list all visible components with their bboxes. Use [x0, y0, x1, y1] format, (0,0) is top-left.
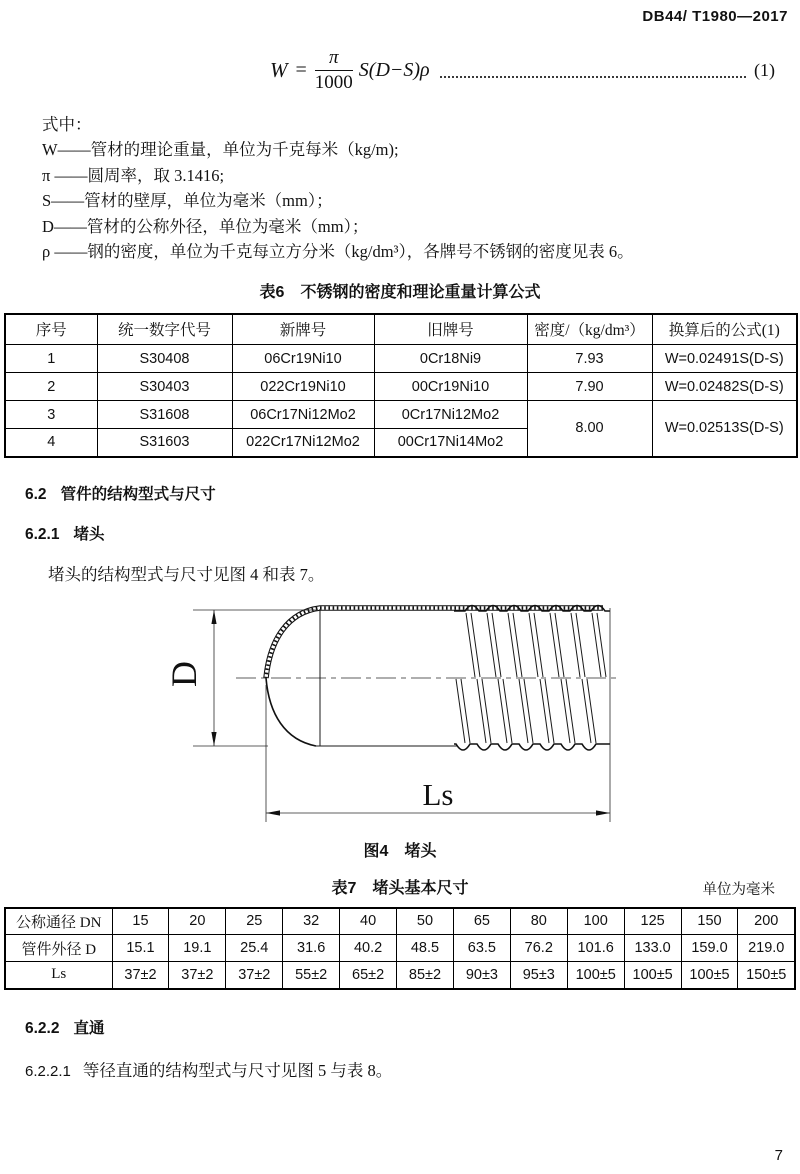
- wall-section-core: [266, 608, 603, 678]
- section-number: 6.2: [25, 485, 47, 503]
- table6-cell: S31603: [97, 429, 232, 457]
- table7-row-label: 管件外径 D: [5, 935, 112, 962]
- table6-cell-merged-density: 8.00: [527, 401, 652, 457]
- table7-cell: 100±5: [681, 962, 738, 989]
- table7-cell: 133.0: [624, 935, 681, 962]
- table7-cell: 50: [397, 908, 454, 935]
- table7-cell: 25: [226, 908, 283, 935]
- definition-rho: ρ ——钢的密度，单位为千克每立方分米（kg/dm³），各牌号不锈钢的密度见表 6。: [42, 242, 634, 261]
- table7-cell: 90±3: [453, 962, 510, 989]
- table6-cell: W=0.02482S(D-S): [652, 373, 797, 401]
- table7-cell: 100±5: [624, 962, 681, 989]
- table7-caption: 表7 堵头基本尺寸: [331, 879, 469, 897]
- table7-cell: 15.1: [112, 935, 169, 962]
- definition-d: D——管材的公称外径，单位为毫米（mm）；: [42, 216, 369, 236]
- definition-w: W——管材的理论重量，单位为千克每米（kg/m);: [42, 140, 399, 159]
- table7-cell: 200: [738, 908, 795, 935]
- corrugation-ribs-lower: [456, 679, 596, 743]
- table6-cell: 2: [5, 373, 97, 401]
- pipe-cap-technical-drawing: [148, 593, 668, 829]
- table7-cell: 63.5: [453, 935, 510, 962]
- dim-d-label: D: [164, 660, 204, 687]
- table7-cell: 65±2: [340, 962, 397, 989]
- formula-equals: =: [295, 58, 307, 81]
- dim-d-arrow-up: [211, 610, 216, 624]
- formula-lhs: W: [270, 57, 288, 82]
- corrugation-ribs-upper: [466, 613, 606, 677]
- table7-cell: 31.6: [283, 935, 340, 962]
- table7-row-label: 公称通径 DN: [5, 908, 112, 935]
- table7-cell: 19.1: [169, 935, 226, 962]
- table6-header-row: [5, 314, 797, 345]
- section-title: 管件的结构型式与尺寸: [60, 485, 216, 503]
- wall-hatching: [266, 608, 603, 678]
- table7-cell: 32: [283, 908, 340, 935]
- definitions-intro: 式中：: [42, 115, 92, 134]
- table6-cell: 022Cr19Ni10: [232, 373, 374, 401]
- table7-cell: 25.4: [226, 935, 283, 962]
- table7-cell: 65: [453, 908, 510, 935]
- section-6-2-2-heading: [25, 1016, 800, 1038]
- table7-cell: 76.2: [510, 935, 567, 962]
- cap-dome-outline: [266, 678, 316, 746]
- definition-pi: π ——圆周率，取 3.1416;: [42, 165, 225, 185]
- table6-cell: 0Cr18Ni9: [374, 345, 527, 373]
- wall-section-band: [266, 608, 603, 678]
- section-6-2-1-paragraph: 堵头的结构型式与尺寸见图 4 和表 7。: [48, 564, 325, 584]
- dim-ls-label: Ls: [422, 776, 454, 812]
- table6-cell: S30408: [97, 345, 232, 373]
- table7-cell: 40: [340, 908, 397, 935]
- table-row: [5, 373, 797, 401]
- table7-cell: 100: [567, 908, 624, 935]
- section-6-2-heading: [25, 482, 800, 504]
- table7-cell: 37±2: [169, 962, 226, 989]
- unit-note: 单位为毫米: [702, 881, 775, 898]
- section-title: 直通: [73, 1019, 105, 1037]
- figure-4-drawing: [148, 593, 800, 834]
- symbol-definitions: [42, 137, 800, 265]
- table-7-dimensions: [4, 907, 796, 990]
- formula-number: (1): [754, 59, 775, 80]
- table7-cell: 40.2: [340, 935, 397, 962]
- table7-cell: 15: [112, 908, 169, 935]
- formula-rhs: S(D−S)ρ: [358, 58, 430, 81]
- table-6-density: [4, 313, 798, 458]
- table7-row-label: Ls: [5, 962, 112, 989]
- table7-cell: 37±2: [112, 962, 169, 989]
- table7-cell: 159.0: [681, 935, 738, 962]
- table6-cell: 00Cr19Ni10: [374, 373, 527, 401]
- dotted-leader: [440, 76, 746, 78]
- table7-cell: 150: [681, 908, 738, 935]
- section-number: 6.2.1: [25, 525, 60, 543]
- fraction-numerator: π: [315, 47, 353, 71]
- table6-header-cell: 序号: [5, 314, 97, 345]
- section-6-2-2-1-paragraph: [25, 1057, 800, 1081]
- table6-cell: 3: [5, 401, 97, 429]
- definition-s: S——管材的壁厚，单位为毫米（mm）；: [42, 191, 333, 210]
- table6-header-cell: 旧牌号: [374, 314, 527, 345]
- fraction-denominator: 1000: [314, 71, 353, 93]
- table6-cell: 7.93: [527, 345, 652, 373]
- table6-cell: 4: [5, 429, 97, 457]
- table-row: [5, 962, 795, 989]
- page-number: 7: [774, 1147, 783, 1164]
- table6-cell-merged-formula: W=0.02513S(D-S): [652, 401, 797, 457]
- table7-cell: 20: [169, 908, 226, 935]
- dim-ls-arrow-left: [266, 810, 280, 815]
- table6-header-cell: 换算后的公式(1): [652, 314, 797, 345]
- section-number: 6.2.2: [25, 1019, 60, 1037]
- table7-cell: 150±5: [738, 962, 795, 989]
- table-row: [5, 935, 795, 962]
- table7-cell: 48.5: [397, 935, 454, 962]
- formula-fraction: [315, 47, 353, 94]
- table-row: [5, 345, 797, 373]
- table7-cell: 80: [510, 908, 567, 935]
- table6-cell: 0Cr17Ni12Mo2: [374, 401, 527, 429]
- dim-ls-arrow-right: [596, 810, 610, 815]
- corrugation-bottom-edge: [454, 744, 610, 750]
- table-row: [5, 401, 797, 429]
- table6-cell: 022Cr17Ni12Mo2: [232, 429, 374, 457]
- table7-cell: 219.0: [738, 935, 795, 962]
- table6-cell: 00Cr17Ni14Mo2: [374, 429, 527, 457]
- clause-text: 等径直通的结构型式与尺寸见图 5 与表 8。: [82, 1060, 393, 1080]
- table7-cell: 85±2: [397, 962, 454, 989]
- table6-header-cell: 密度/（kg/dm³）: [527, 314, 652, 345]
- table7-cell: 100±5: [567, 962, 624, 989]
- table7-cell: 101.6: [567, 935, 624, 962]
- table6-header-cell: 新牌号: [232, 314, 374, 345]
- table6-cell: 7.90: [527, 373, 652, 401]
- dim-d-arrow-down: [211, 732, 216, 746]
- table6-cell: 06Cr19Ni10: [232, 345, 374, 373]
- table-row: [5, 908, 795, 935]
- table7-caption-row: [0, 875, 800, 897]
- table6-caption: 表6 不锈钢的密度和理论重量计算公式: [259, 283, 541, 301]
- table6-header-cell: 统一数字代号: [97, 314, 232, 345]
- table7-cell: 55±2: [283, 962, 340, 989]
- table6-cell: 1: [5, 345, 97, 373]
- standard-number: DB44/ T1980—2017: [642, 8, 788, 25]
- table6-cell: S30403: [97, 373, 232, 401]
- figure4-caption: 图4 堵头: [363, 842, 437, 860]
- table6-cell: S31608: [97, 401, 232, 429]
- table7-cell: 37±2: [226, 962, 283, 989]
- clause-number: 6.2.2.1: [25, 1062, 71, 1080]
- formula-1: [270, 39, 775, 101]
- section-title: 堵头: [73, 525, 105, 543]
- table7-cell: 95±3: [510, 962, 567, 989]
- table6-cell: 06Cr17Ni12Mo2: [232, 401, 374, 429]
- table6-cell: W=0.02491S(D-S): [652, 345, 797, 373]
- table7-cell: 125: [624, 908, 681, 935]
- section-6-2-1-heading: [25, 522, 800, 544]
